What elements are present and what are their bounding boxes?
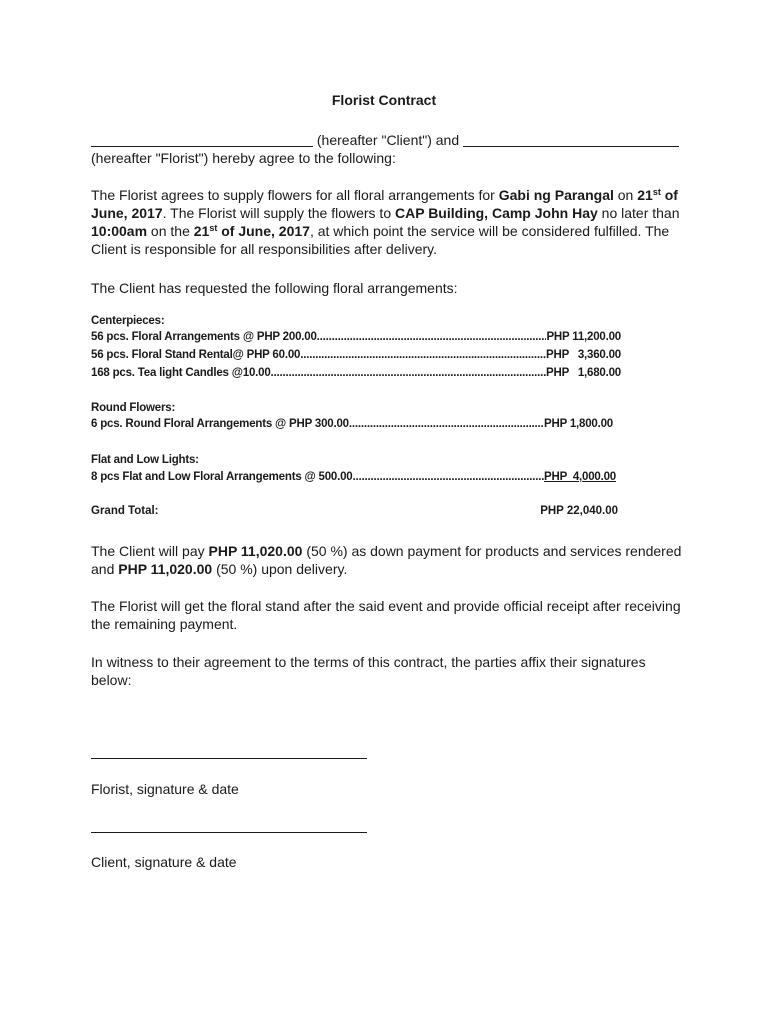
intro-paragraph (91, 131, 691, 167)
request-text: The Client has requested the following floral arrangements: (91, 280, 458, 296)
client-signature-line (91, 832, 367, 833)
line-item: 56 pcs. Floral Arrangements @ PHP 200.00 ..... PHP 11,200.00 (91, 331, 621, 349)
supply-text: on (613, 187, 638, 203)
section-heading-centerpieces: Centerpieces: (91, 315, 165, 327)
section-heading-round-flowers: Round Flowers: (91, 402, 176, 414)
delivery-payment-amount: PHP 11,020.00 (118, 561, 213, 577)
page-title: Florist Contract (331, 92, 437, 108)
supply-text: on the (147, 223, 194, 239)
down-payment-amount: PHP 11,020.00 (208, 543, 303, 559)
venue: CAP Building, Camp John Hay (395, 205, 598, 221)
witness-paragraph: In witness to their agreement to the terms of this contract, the parties affix their signatures below: (91, 654, 646, 688)
delivery-time: 10:00am (91, 223, 148, 239)
supply-text: , at which point the service will be considered fulfilled. The Client is responsible for all responsibilities after delivery. (91, 223, 670, 257)
supply-paragraph (91, 186, 691, 258)
event-name: Gabi ng Parangal (498, 187, 614, 203)
delivery-date: 21st of June, 2017 (193, 223, 310, 239)
florist-name-blank (463, 132, 679, 147)
client-reference: (hereafter "Client") and (316, 132, 460, 148)
line-item: 6 pcs. Round Floral Arrangements @ PHP 300.00 ..... PHP 1,800.00 (91, 418, 613, 436)
client-signature-label: Client, signature & date (91, 854, 237, 870)
event-date: 21st of June, 2017 (91, 187, 678, 221)
section-heading-flat-low-lights: Flat and Low Lights: (91, 454, 199, 466)
line-item: 56 pcs. Floral Stand Rental@ PHP 60.00 ..... PHP 3,360.00 (91, 349, 621, 367)
grand-total-label: Grand Total: (91, 505, 159, 517)
florist-signature-line (91, 758, 367, 759)
supply-text: no later than (597, 205, 680, 221)
grand-total (91, 505, 621, 517)
supply-text: . The Florist will supply the flowers to (162, 205, 395, 221)
line-item: 8 pcs Flat and Low Floral Arrangements @ 500.00 ..... PHP 4,000.00 (91, 471, 616, 489)
florist-reference: (hereafter "Florist") hereby agree to the following: (91, 150, 396, 166)
client-name-blank (91, 132, 313, 147)
line-item: 168 pcs. Tea light Candles @10.00 ..... PHP 1,680.00 (91, 367, 621, 385)
florist-signature-label: Florist, signature & date (91, 781, 239, 797)
payment-paragraph: The Client will pay PHP 11,020.00 (50 %) as down payment for products and services rendered and PHP 11,020.00 (50 %) upon delivery. (91, 543, 682, 577)
supply-text: The Florist agrees to supply flowers for all floral arrangements for (91, 187, 499, 203)
grand-total-value: PHP 22,040.00 (540, 505, 618, 517)
receipt-paragraph: The Florist will get the floral stand after the said event and provide official receipt after receiving the remaining payment. (91, 598, 681, 632)
